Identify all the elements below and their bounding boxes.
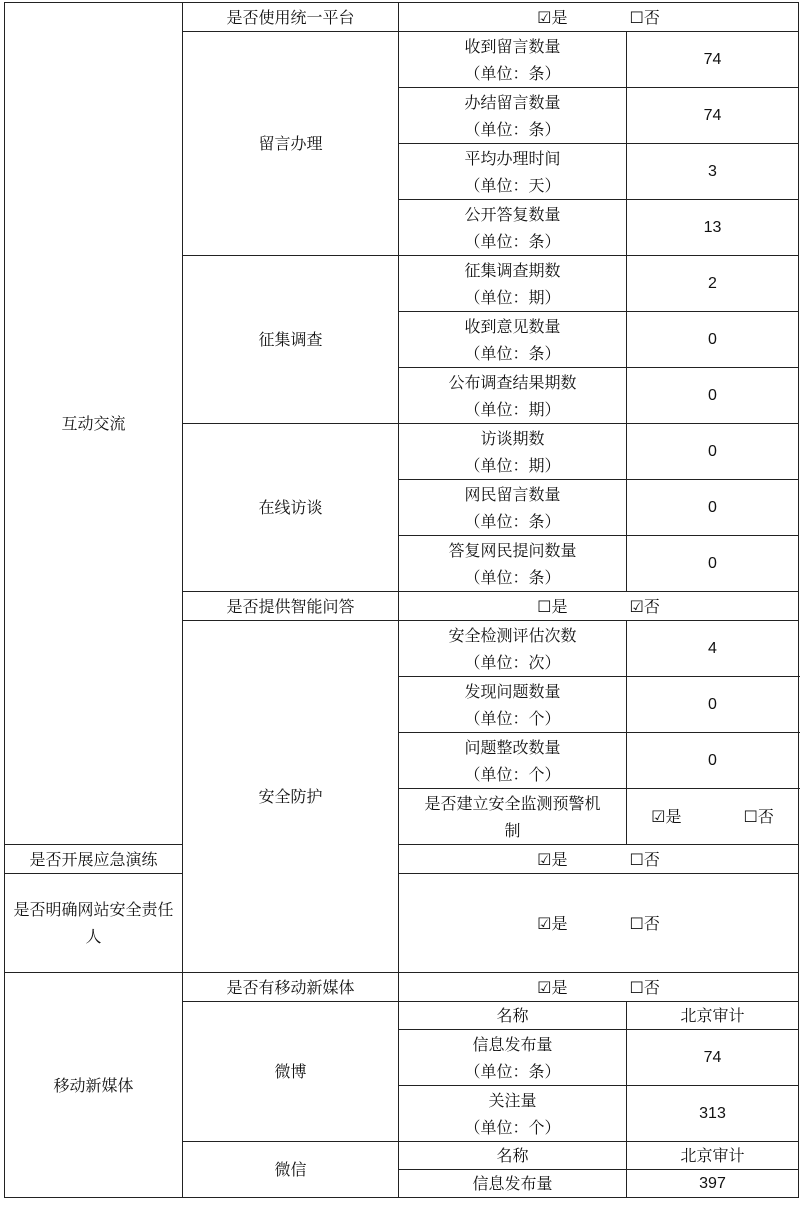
responsible-person-label: 是否明确网站安全责任人: [5, 874, 183, 973]
issues-found-label: 发现问题数量 （单位：个）: [399, 677, 627, 733]
checked-box-icon: ☑: [537, 849, 552, 869]
avg-time-label: 平均办理时间 （单位：天）: [399, 144, 627, 200]
warning-mechanism-options: [627, 789, 799, 845]
public-replies-value: 13: [627, 200, 799, 256]
smart-qa-label: 是否提供智能问答: [183, 592, 399, 621]
drills-options: [399, 845, 799, 874]
issues-fixed-value: 0: [627, 733, 799, 789]
interview-label: 在线访谈: [183, 424, 399, 592]
handled-messages-label: 办结留言数量 （单位：条）: [399, 88, 627, 144]
survey-results-value: 0: [627, 368, 799, 424]
checked-box-icon: ☑: [629, 596, 644, 616]
handled-messages-value: 74: [627, 88, 799, 144]
website-report-table: [4, 2, 799, 1198]
unchecked-box-icon: ☐: [743, 807, 758, 826]
issues-fixed-label: 问题整改数量 （单位：个）: [399, 733, 627, 789]
received-messages-label: 收到留言数量 （单位：条）: [399, 32, 627, 88]
section-security: 安全防护: [183, 621, 399, 973]
unified-platform-label: 是否使用统一平台: [183, 3, 399, 32]
messages-label: 留言办理: [183, 32, 399, 256]
yes-option[interactable]: ☑是: [651, 807, 682, 826]
unchecked-box-icon: ☐: [629, 977, 644, 997]
weibo-name-label: 名称: [399, 1002, 627, 1030]
survey-periods-value: 2: [627, 256, 799, 312]
interview-periods-label: 访谈期数 （单位：期）: [399, 424, 627, 480]
checked-box-icon: ☑: [651, 807, 666, 826]
unchecked-box-icon: ☐: [629, 849, 644, 869]
weibo-name-value: 北京审计: [627, 1002, 799, 1030]
avg-time-value: 3: [627, 144, 799, 200]
wechat-label: 微信: [183, 1142, 399, 1198]
interview-periods-value: 0: [627, 424, 799, 480]
unchecked-box-icon: ☐: [629, 913, 644, 933]
no-option[interactable]: ☐否: [629, 977, 660, 997]
no-option[interactable]: ☐否: [629, 7, 660, 27]
yes-option[interactable]: ☐是: [537, 596, 568, 616]
netizen-messages-value: 0: [627, 480, 799, 536]
survey-results-label: 公布调查结果期数 （单位：期）: [399, 368, 627, 424]
weibo-label: 微博: [183, 1002, 399, 1142]
no-option[interactable]: ☐否: [743, 807, 774, 826]
weibo-posts-value: 74: [627, 1030, 799, 1086]
no-option[interactable]: ☐否: [629, 849, 660, 869]
public-replies-label: 公开答复数量 （单位：条）: [399, 200, 627, 256]
no-option[interactable]: ☑否: [629, 596, 660, 616]
weibo-followers-value: 313: [627, 1086, 799, 1142]
warning-mechanism-label: 是否建立安全监测预警机 制: [399, 789, 627, 845]
weibo-posts-label: 信息发布量 （单位：条）: [399, 1030, 627, 1086]
answers-label: 答复网民提问数量 （单位：条）: [399, 536, 627, 592]
has-mobile-media-label: 是否有移动新媒体: [183, 973, 399, 1002]
has-mobile-media-options: [399, 973, 799, 1002]
section-interaction: 互动交流: [5, 3, 183, 845]
yes-option[interactable]: ☑是: [537, 849, 568, 869]
no-option[interactable]: ☐否: [629, 913, 660, 933]
checked-box-icon: ☑: [537, 977, 552, 997]
responsible-person-options: [399, 874, 799, 973]
section-mobile-media: 移动新媒体: [5, 973, 183, 1198]
opinions-label: 收到意见数量 （单位：条）: [399, 312, 627, 368]
wechat-posts-label: 信息发布量: [399, 1170, 627, 1198]
survey-label: 征集调查: [183, 256, 399, 424]
weibo-followers-label: 关注量 （单位：个）: [399, 1086, 627, 1142]
checked-box-icon: ☑: [537, 913, 552, 933]
unchecked-box-icon: ☐: [537, 596, 552, 616]
assessments-value: 4: [627, 621, 799, 677]
wechat-posts-value: 397: [627, 1170, 799, 1198]
opinions-value: 0: [627, 312, 799, 368]
issues-found-value: 0: [627, 677, 799, 733]
unified-platform-options: [399, 3, 799, 32]
unchecked-box-icon: ☐: [629, 7, 644, 27]
received-messages-value: 74: [627, 32, 799, 88]
yes-option[interactable]: ☑是: [537, 977, 568, 997]
netizen-messages-label: 网民留言数量 （单位：条）: [399, 480, 627, 536]
drills-label: 是否开展应急演练: [5, 845, 183, 874]
yes-option[interactable]: ☑是: [537, 913, 568, 933]
smart-qa-options: [399, 592, 799, 621]
wechat-name-label: 名称: [399, 1142, 627, 1170]
assessments-label: 安全检测评估次数 （单位：次）: [399, 621, 627, 677]
survey-periods-label: 征集调查期数 （单位：期）: [399, 256, 627, 312]
checked-box-icon: ☑: [537, 7, 552, 27]
yes-option[interactable]: ☑是: [537, 7, 568, 27]
wechat-name-value: 北京审计: [627, 1142, 799, 1170]
answers-value: 0: [627, 536, 799, 592]
